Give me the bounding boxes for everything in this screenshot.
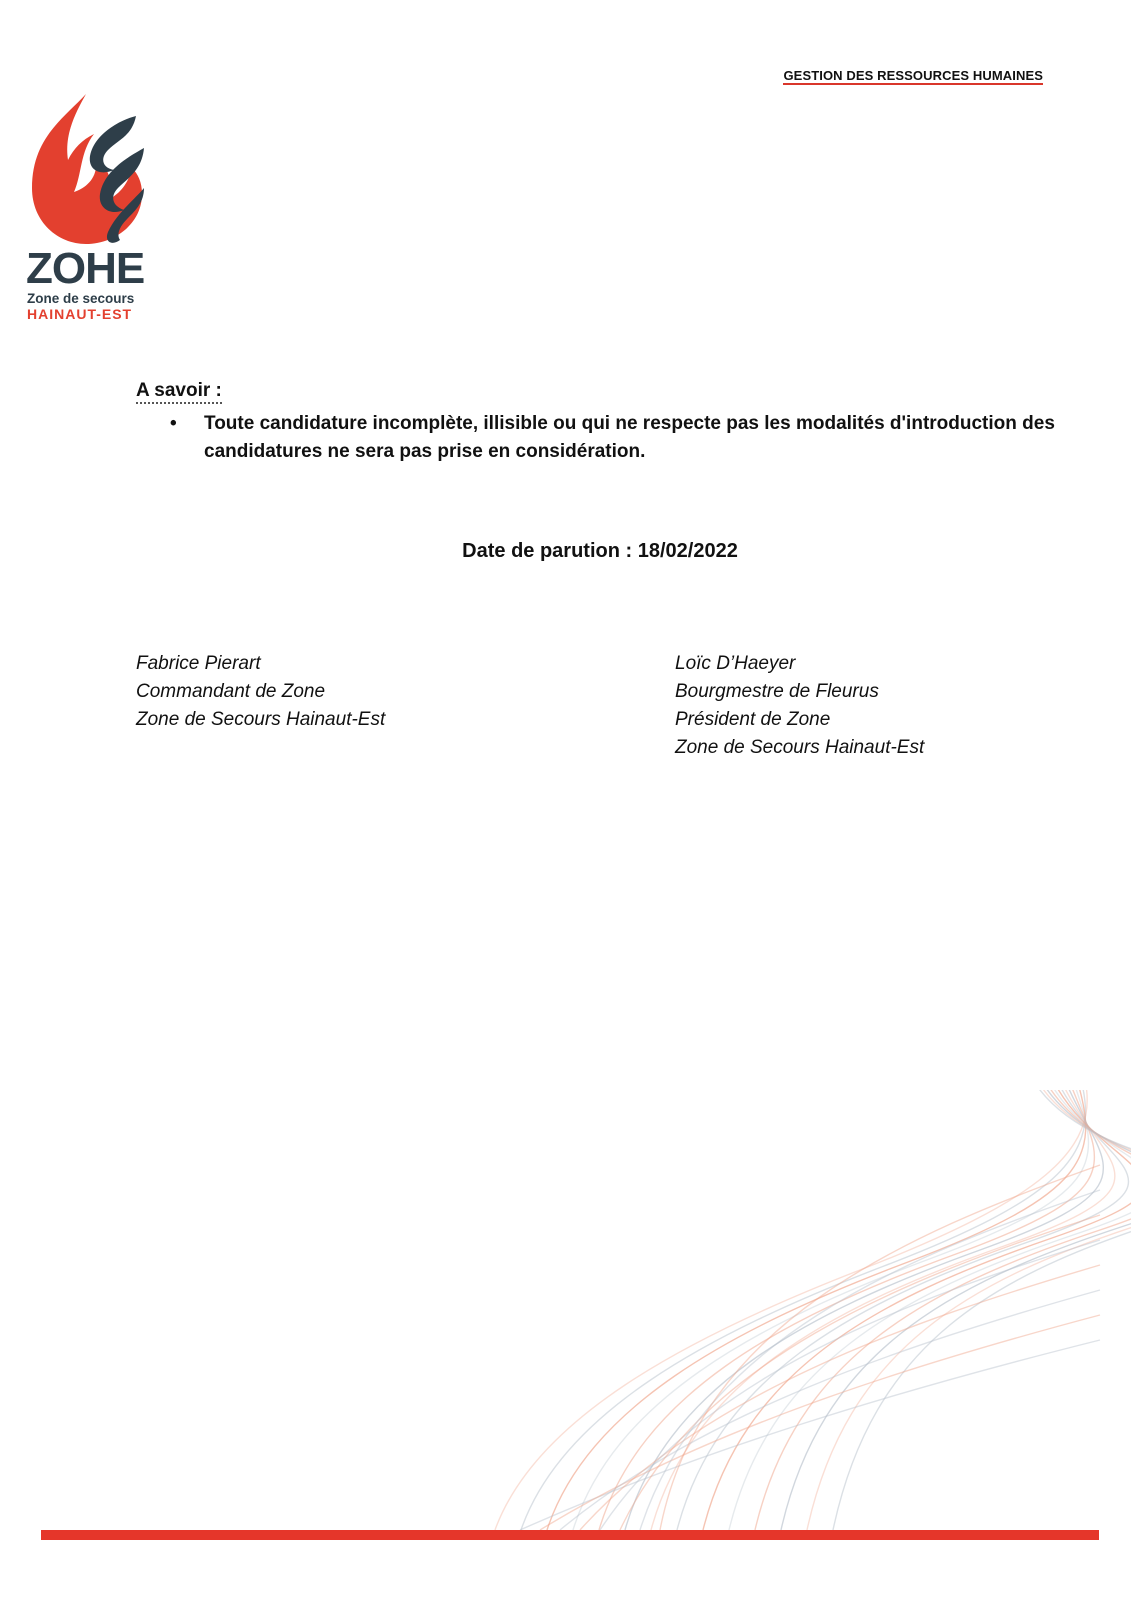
wave-line	[600, 1240, 1100, 1530]
list-item	[136, 410, 1076, 466]
signatory-title: Commandant de Zone	[136, 681, 326, 702]
logo-subtitle: Zone de secours	[27, 291, 135, 306]
wave-line	[729, 1090, 1131, 1530]
signatory-name: Fabrice Pierart	[136, 653, 261, 674]
wave-line	[755, 1090, 1131, 1530]
notice-section	[136, 380, 1076, 466]
signatory-right	[675, 650, 924, 762]
wave-line	[580, 1265, 1100, 1530]
footer-bar	[41, 1530, 1099, 1540]
wave-line	[547, 1090, 1086, 1530]
flame-icon	[24, 90, 154, 250]
wave-line	[833, 1090, 1131, 1530]
publication-date: Date de parution : 18/02/2022	[462, 540, 738, 562]
logo-region: HAINAUT-EST	[27, 306, 133, 322]
signatory-role: Président de Zone	[675, 709, 831, 730]
wave-line	[599, 1090, 1094, 1530]
wave-line	[781, 1090, 1131, 1530]
notice-item-text: Toute candidature incomplète, illisible ou qui ne respecte pas les modalités d'introduction des candidatures ne sera pas prise en considération.	[204, 413, 1055, 462]
zohe-logo	[24, 90, 154, 330]
signatory-name: Loïc D’Haeyer	[675, 653, 796, 674]
signatory-org: Zone de Secours Hainaut-Est	[675, 737, 925, 758]
wave-line	[573, 1090, 1089, 1530]
notice-list	[136, 410, 1076, 466]
signatory-org: Zone de Secours Hainaut-Est	[136, 709, 386, 730]
signatory-left	[136, 650, 385, 734]
logo-brand: ZOHE	[26, 244, 145, 293]
notice-heading: A savoir :	[136, 380, 222, 404]
decorative-waves	[0, 1090, 1131, 1540]
bullet-icon: •	[170, 413, 177, 434]
signatory-title: Bourgmestre de Fleurus	[675, 681, 879, 702]
wave-line	[495, 1090, 1087, 1530]
wave-line	[660, 1165, 1100, 1530]
department-header: GESTION DES RESSOURCES HUMAINES	[783, 68, 1043, 83]
